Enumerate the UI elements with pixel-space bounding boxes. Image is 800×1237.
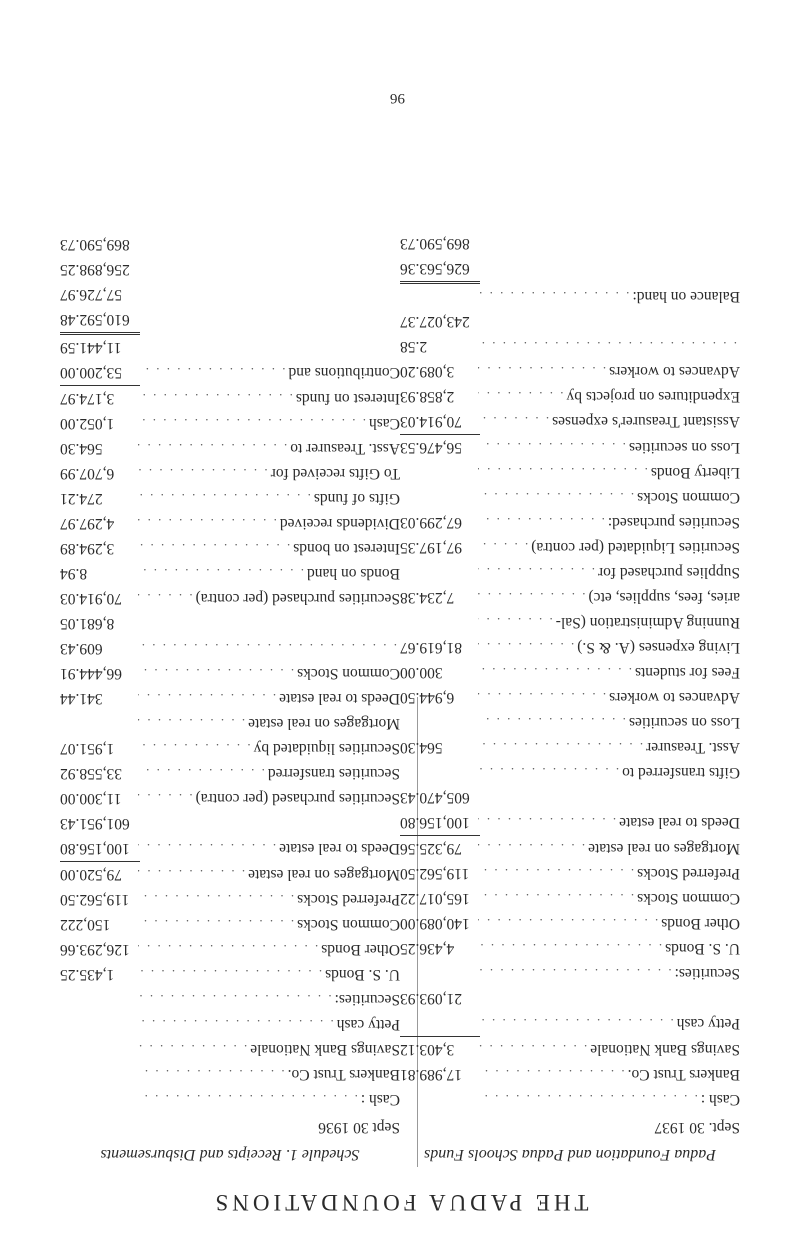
ledger-row (60, 836, 400, 861)
ledger-amount: 6,944.50 (400, 689, 455, 706)
ledger-description: Securities: (674, 965, 740, 982)
ledger-row (60, 486, 400, 511)
ledger-description: Running Administration (Sal- (555, 614, 740, 631)
ledger-subtotal-row (400, 309, 740, 334)
leader-dots (138, 862, 248, 887)
ledger-amount: 67,299.03 (400, 514, 462, 531)
ledger-row (400, 886, 740, 911)
right-grand-total-row (60, 307, 400, 332)
ledger-description: Cash : (360, 1091, 400, 1108)
ledger-row (400, 1062, 740, 1087)
leader-dots (138, 386, 296, 411)
page-title: THE PADUA FOUNDATIONS (211, 1190, 589, 1215)
ledger-subtotal-row (60, 811, 400, 836)
ledger-description: Preferred Stocks (297, 891, 400, 908)
ledger-description: aries, fees, supplies, etc) (588, 589, 740, 606)
ledger-row (60, 386, 400, 411)
ledger-row (400, 359, 740, 384)
ledger-description: Deeds to real estate (619, 814, 740, 831)
ledger-amount: 3,174.97 (60, 390, 115, 407)
ledger-description: Securities transferred (267, 765, 400, 782)
ledger-subtotal: 11,441.59 (60, 339, 122, 356)
leader-dots (138, 736, 254, 761)
leader-dots (478, 886, 637, 911)
leader-dots (138, 937, 321, 962)
ledger-row (400, 735, 740, 760)
leader-dots (138, 436, 290, 461)
leader-dots (478, 1087, 701, 1112)
ledger-row (400, 836, 740, 861)
leader-dots (478, 334, 740, 359)
ledger-description: Cash (369, 415, 400, 432)
leader-dots (478, 760, 622, 785)
ledger-row (60, 411, 400, 436)
ledger-description: Common Stocks (297, 665, 400, 682)
ledger-amount: 2,858.93 (400, 388, 455, 405)
ledger-row (400, 685, 740, 710)
leader-dots (478, 409, 552, 434)
ledger-row (400, 911, 740, 936)
ledger-subtotal-row (60, 611, 400, 636)
ledger-amount: 119,562.50 (60, 891, 130, 908)
right-secondary-total: 57,726.97 (60, 286, 122, 303)
ledger-row (60, 937, 400, 962)
leader-dots (478, 560, 598, 585)
ledger-amount: 564.30 (400, 739, 443, 756)
ledger-description: Advances to workers (609, 363, 740, 380)
ledger-subtotal-row (400, 986, 740, 1011)
ledger-description: Other Bonds (661, 915, 740, 932)
ledger-description: Common Stocks (637, 890, 740, 907)
ledger-subtotal: 601,951.43 (60, 815, 130, 832)
leader-dots (138, 786, 196, 811)
ledger-row (60, 912, 400, 937)
ledger-amount: 56,476.53 (400, 439, 462, 456)
ledger-description: Supplies purchased for (597, 564, 740, 581)
leader-dots (478, 535, 531, 560)
right-final-row (60, 232, 400, 257)
right-grand-total: 610,592.48 (60, 311, 130, 328)
ledger-row (60, 511, 400, 536)
ledger-amount: 79,520.00 (60, 866, 122, 883)
leader-dots (138, 1012, 337, 1037)
leader-dots (138, 1062, 288, 1087)
ledger-amount: 1,951.07 (60, 740, 115, 757)
ledger-amount: 81,619.67 (400, 639, 462, 656)
ledger-row (60, 761, 400, 786)
leader-dots (478, 810, 619, 835)
ledger-description: Living expenses (A. & S.) (577, 639, 740, 656)
leader-dots (478, 635, 577, 660)
leader-dots (478, 585, 589, 610)
ledger-amount: 3,294.89 (60, 540, 115, 557)
ledger-amount: 1,052.00 (60, 415, 115, 432)
ledger-row (60, 887, 400, 912)
right-column (60, 232, 400, 1167)
ledger-subtotal-row (60, 335, 400, 360)
ledger-amount: 70,914.03 (60, 590, 122, 607)
ledger-description: Loss on securities (628, 714, 740, 731)
leader-dots (478, 961, 675, 986)
ledger-amount: 564.30 (60, 440, 103, 457)
ledger-description: Securities: (334, 991, 400, 1008)
right-second-total: 256,898.25 (60, 261, 130, 278)
ledger-subtotal: 21,093.93 (400, 990, 462, 1007)
ledger-description: Advances to workers (609, 689, 740, 706)
ledger-description: Mortgages on real estate (588, 840, 740, 857)
ledger-amount: 274.21 (60, 490, 103, 507)
ledger-row (400, 435, 740, 460)
ledger-amount: 609.43 (60, 640, 103, 657)
ledger-row (400, 936, 740, 961)
leader-dots (138, 836, 279, 861)
left-ledger (400, 284, 740, 1112)
ledger-amount: 7,234.38 (400, 589, 455, 606)
ledger-row (400, 384, 740, 409)
ledger-amount: 165,017.22 (400, 890, 470, 907)
ledger-description: Securities purchased (per contra) (195, 790, 400, 807)
ledger-amount: 150,222 (60, 916, 111, 933)
ledger-row (60, 862, 400, 887)
ledger-row (400, 810, 740, 835)
ledger-amount: 66,444.91 (60, 665, 122, 682)
ledger-description: Savings Bank Nationale (590, 1041, 740, 1058)
ledger-row (400, 460, 740, 485)
leader-dots (478, 1062, 628, 1087)
ledger-amount: 8.94 (60, 565, 88, 582)
ledger-row (400, 710, 740, 735)
ledger-row (60, 661, 400, 686)
page-marker: 96 (390, 90, 405, 106)
leader-dots (478, 359, 609, 384)
ledger-description: Liberty Bonds (650, 464, 740, 481)
ledger-description: Expenditures on projects by (566, 388, 740, 405)
ledger-amount: 97,197.35 (400, 539, 462, 556)
ledger-description: Fees for students (634, 664, 740, 681)
leader-dots (138, 1087, 361, 1112)
ledger-subtotal: 605,470.43 (400, 789, 470, 806)
ledger-amount: 53,200.00 (60, 364, 122, 381)
ledger-amount: 4,297.97 (60, 515, 115, 532)
ledger-amount: 1,435.25 (60, 966, 115, 983)
leader-dots (478, 1011, 677, 1036)
right-date-heading: Sept 30 1936 (318, 1119, 400, 1136)
ledger-amount: 4,436.25 (400, 940, 455, 957)
ledger-amount: 100,156.80 (60, 840, 130, 857)
ledger-amount: 126,293.66 (60, 941, 130, 958)
ledger-description: Balance on hand: (632, 288, 740, 305)
right-second-total-row (60, 257, 400, 282)
ledger-description: Petty cash (676, 1015, 740, 1032)
ledger-description: Asst. Treasurer to (290, 440, 400, 457)
ledger-row (400, 485, 740, 510)
leader-dots (138, 987, 335, 1012)
ledger-description: Preferred Stocks (637, 865, 740, 882)
ledger-description: To Gifts received for (270, 465, 400, 482)
ledger-amount: 33,558.92 (60, 765, 122, 782)
ledger-description: Securities liquidated by (253, 740, 400, 757)
ledger-description: Gifts of funds (313, 490, 400, 507)
ledger-row (60, 1087, 400, 1112)
leader-dots (478, 685, 609, 710)
ledger-row (400, 610, 740, 635)
leader-dots (478, 1037, 590, 1062)
ledger-row (400, 284, 740, 309)
ledger-row (60, 636, 400, 661)
ledger-amount: 119,562.50 (400, 865, 470, 882)
ledger-description: U. S. Bonds (665, 940, 740, 957)
ledger-amount: 341.44 (60, 690, 103, 707)
ledger-description: Bankers Trust Co. (287, 1066, 400, 1083)
left-subtitle: Padua Foundation and Padua Schools Funds (424, 1146, 716, 1163)
ledger-description: Interest on funds (295, 390, 400, 407)
leader-dots (138, 1037, 250, 1062)
leader-dots (138, 461, 271, 486)
leader-dots (138, 511, 280, 536)
leader-dots (138, 962, 325, 987)
left-date-heading: Sept. 30 1937 (654, 1119, 740, 1136)
ledger-row (60, 561, 400, 586)
leader-dots (138, 661, 297, 686)
ledger-row (400, 861, 740, 886)
left-double-rule (400, 281, 480, 284)
ledger-row (400, 510, 740, 535)
leader-dots (138, 486, 314, 511)
ledger-row (60, 1012, 400, 1037)
ledger-row (400, 334, 740, 359)
ledger-row (60, 436, 400, 461)
ledger-row (400, 961, 740, 986)
ledger-description: Petty cash (336, 1016, 400, 1033)
ledger-description: Securities purchased (per contra) (195, 590, 400, 607)
ledger-description: U. S. Bonds (325, 966, 400, 983)
ledger-description: Common Stocks (637, 489, 740, 506)
ledger-row (400, 760, 740, 785)
leader-dots (138, 586, 196, 611)
ledger-row (400, 585, 740, 610)
leader-dots (478, 735, 646, 760)
ledger-row (400, 409, 740, 434)
ledger-description: Deeds to real estate (279, 690, 400, 707)
ledger-description: Other Bonds (321, 941, 400, 958)
ledger-row (60, 711, 400, 736)
ledger-amount: 17,989.81 (400, 1066, 462, 1083)
leader-dots (138, 912, 297, 937)
ledger-row (400, 1087, 740, 1112)
ledger-description: Mortgages on real estate (248, 715, 400, 732)
ledger-row (60, 962, 400, 987)
ledger-row (60, 536, 400, 561)
leader-dots (478, 460, 651, 485)
ledger-description: Deeds to real estate (279, 840, 400, 857)
leader-dots (138, 411, 369, 436)
right-sub2-row (60, 282, 400, 307)
ledger-description: Securities purchased: (607, 514, 740, 531)
ledger-amount: 2.58 (400, 338, 428, 355)
ledger-description: Contributions and (288, 364, 400, 381)
leader-dots (478, 710, 629, 735)
leader-dots (478, 610, 556, 635)
leader-dots (138, 711, 248, 736)
ledger-description: Assistant Treasurer's expenses (552, 413, 740, 430)
ledger-description: Gifts transferred to (622, 764, 740, 781)
leader-dots (478, 284, 632, 309)
ledger-row (60, 586, 400, 611)
leader-dots (478, 485, 637, 510)
ledger-description: Dividends received (279, 515, 400, 532)
leader-dots (138, 536, 293, 561)
leader-dots (478, 836, 588, 861)
leader-dots (138, 360, 288, 385)
leader-dots (138, 561, 307, 586)
ledger-amount: 70,914.03 (400, 413, 462, 430)
ledger-description: Securities Liquidated (per contra) (531, 539, 740, 556)
ledger-row (60, 686, 400, 711)
right-final-total: 869,590.73 (60, 236, 130, 253)
ledger-row (60, 461, 400, 486)
ledger-row (60, 786, 400, 811)
ledger-row (60, 360, 400, 385)
ledger-description: Asst. Treasurer (646, 739, 740, 756)
ledger-amount: 140,089.00 (400, 915, 470, 932)
left-final-total: 869,590.73 (400, 235, 470, 252)
ledger-row (400, 660, 740, 685)
ledger-row (400, 1011, 740, 1036)
ledger-description: Cash : (700, 1091, 740, 1108)
ledger-subtotal: 243,027.37 (400, 313, 470, 330)
ledger-row (60, 736, 400, 761)
left-grand-total-row (400, 256, 740, 281)
leader-dots (478, 936, 665, 961)
leader-dots (138, 887, 297, 912)
leader-dots (478, 911, 661, 936)
ledger-amount: 6,707.99 (60, 465, 115, 482)
ledger-description: Bonds on hand (307, 565, 400, 582)
ledger-description: Savings Bank Nationale (250, 1041, 400, 1058)
leader-dots (138, 636, 400, 661)
left-final-row (400, 231, 740, 256)
ledger-amount: 100,156.80 (400, 814, 470, 831)
ledger-amount: 3,089.20 (400, 363, 455, 380)
leader-dots (478, 435, 629, 460)
ledger-amount: 3,403.12 (400, 1041, 455, 1058)
ledger-description: Common Stocks (297, 916, 400, 933)
ledger-row (60, 1062, 400, 1087)
ledger-description: Bankers Trust Co. (627, 1066, 740, 1083)
ledger-row (400, 635, 740, 660)
leader-dots (478, 660, 635, 685)
ledger-subtotal-row (400, 785, 740, 810)
leader-dots (478, 510, 608, 535)
ledger-amount: 11,300.00 (60, 790, 122, 807)
leader-dots (478, 384, 567, 409)
ledger-description: Interest on bonds (293, 540, 400, 557)
ledger-amount: 300.00 (400, 664, 443, 681)
leader-dots (138, 761, 268, 786)
ledger-amount: 79,325.56 (400, 840, 462, 857)
ledger-row (400, 1037, 740, 1062)
leader-dots (478, 861, 637, 886)
ledger-row (60, 1037, 400, 1062)
ledger-description: Mortgages on real estate (248, 866, 400, 883)
leader-dots (138, 686, 279, 711)
ledger-description: Loss on securities (628, 439, 740, 456)
right-ledger (60, 335, 400, 1112)
ledger-row (400, 535, 740, 560)
ledger-row (60, 987, 400, 1012)
left-column (400, 231, 740, 1167)
ledger-subtotal: 8,681.05 (60, 615, 115, 632)
ledger-row (400, 560, 740, 585)
left-grand-total: 626,563.36 (400, 260, 470, 277)
right-subtitle: Schedule 1. Receipts and Disbursements (100, 1146, 360, 1163)
